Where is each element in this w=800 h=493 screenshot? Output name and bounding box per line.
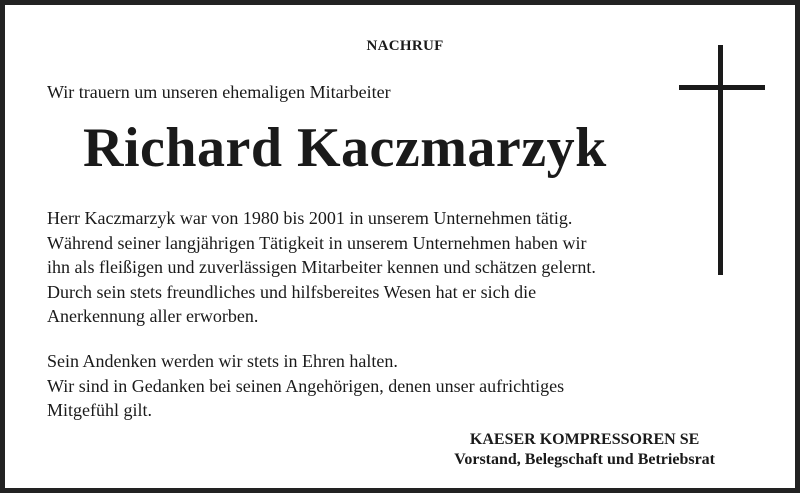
tribute-paragraph	[47, 206, 596, 329]
signature-subtitle: Vorstand, Belegschaft und Betriebsrat	[454, 451, 715, 468]
intro-line: Wir trauern um unseren ehemaligen Mitarbeiter	[47, 82, 391, 102]
condolence-line: Sein Andenken werden wir stets in Ehren halten.	[47, 351, 398, 371]
deceased-name: Richard Kaczmarzyk	[83, 117, 607, 179]
tribute-line: Anerkennung aller erworben.	[47, 306, 259, 327]
cross-horizontal-bar	[679, 85, 765, 90]
notice-heading: NACHRUF	[366, 38, 444, 54]
tribute-line: Herr Kaczmarzyk war von 1980 bis 2001 in unserem Unternehmen tätig.	[47, 208, 573, 228]
cross-vertical-bar	[718, 45, 723, 275]
tribute-line: Während seiner langjährigen Tätigkeit in unserem Unternehmen haben wir	[47, 232, 587, 253]
signature-block	[454, 430, 715, 470]
condolence-line: Wir sind in Gedanken bei seinen Angehörigen, denen unser aufrichtiges	[47, 375, 565, 396]
condolence-line: Mitgefühl gilt.	[47, 400, 152, 421]
tribute-line: ihn als fleißigen und zuverlässigen Mitarbeiter kennen und schätzen gelernt.	[47, 257, 596, 278]
condolence-paragraph	[47, 349, 564, 423]
tribute-line: Durch sein stets freundliches und hilfsbereites Wesen hat er sich die	[47, 281, 537, 302]
company-name: KAESER KOMPRESSOREN SE	[469, 431, 700, 448]
